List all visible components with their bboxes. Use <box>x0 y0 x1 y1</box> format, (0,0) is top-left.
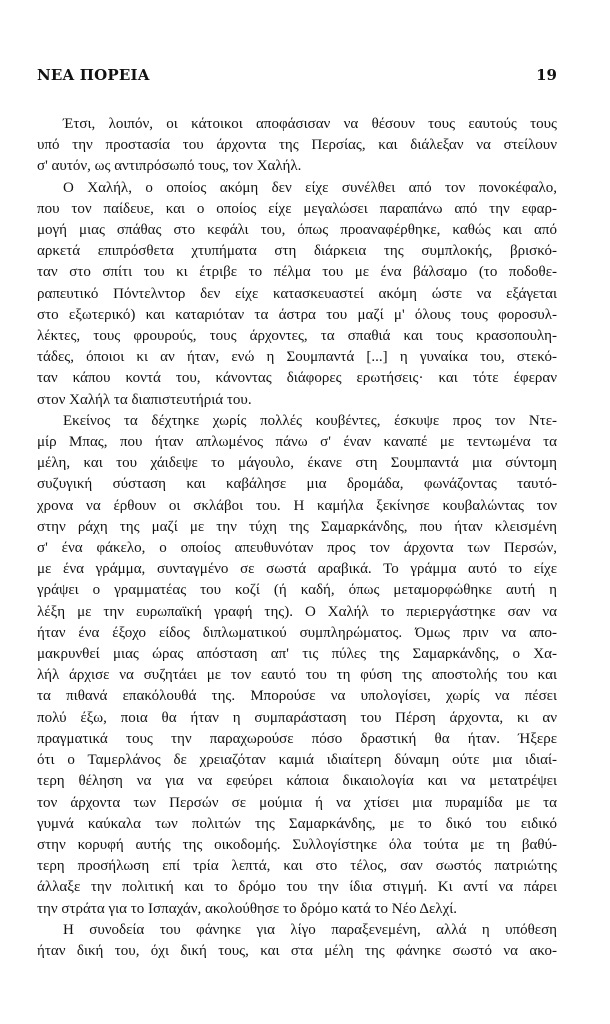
text-line: πολύ έξω, ποια θα ήταν η συμπαράσταση του Πέρση άρχοντα, κι αν <box>37 709 557 726</box>
text-line: πραγματικά τους την παραχωρούσε πόσο δραστική θα ήταν. Ήξερε <box>37 730 557 747</box>
running-head: ΝΕΑ ΠΟΡΕΙΑ <box>37 66 150 84</box>
page-number: 19 <box>536 66 557 84</box>
text-line: στην κορυφή αυτής της οικοδομής. Συλλογίστηκε όλα τούτα με τη βαθύ- <box>37 836 557 853</box>
text-line: αρκετά επιπρόσθετα χτυπήματα στη διάρκεια της συμπλοκής, βρισκό- <box>37 243 557 260</box>
text-line: που τον παίδευε, και ο οποίος είχε μεγαλώσει παραπάνω από την εφαρ- <box>37 200 557 217</box>
text-line: μίρ Μπας, που ήταν απλωμένος πάνω σ' έναν καναπέ με τεντωμένα τα <box>37 434 557 451</box>
text-line: ήταν δική του, όχι δική τους, και στα μέλη της φάνηκε σωστό να ακο- <box>37 942 557 959</box>
page-header <box>37 66 557 88</box>
text-line: υπό την προστασία του άρχοντα της Περσίας, και διάλεξαν να στείλουν <box>37 137 557 154</box>
text-line: τα πιθανά επακόλουθά της. Μπορούσε να υπολογίσει, χωρίς να πέσει <box>37 688 557 705</box>
text-line: λήλ άρχισε να συζητάει με τον εαυτό του τη φύση της αποστολής του και <box>37 667 557 684</box>
text-line: σ' ένα φάκελο, ο οποίος απευθυνόταν προς τον άρχοντα των Περσών, <box>37 540 557 557</box>
body-text <box>37 114 557 962</box>
text-line: σ' αυτόν, ως αντιπρόσωπό τους, τον Χαλήλ. <box>37 158 302 175</box>
text-line: Εκείνος τα δέχτηκε χωρίς πολλές κουβέντες, έσκυψε προς τον Ντε- <box>63 412 557 429</box>
text-line: τάδες, όποιοι κι αν ήταν, ενώ η Σουμπαντά [...] η γυναίκα του, στεκό- <box>37 349 557 366</box>
text-line: μακρυνθεί μιας ώρας απόσταση απ' τις πύλες της Σαμαρκάνδης, ο Χα- <box>37 646 557 663</box>
text-line: λέξη με την ευρωπαϊκή γραφή της). Ο Χαλήλ το περιεργάστηκε σαν να <box>37 603 557 620</box>
text-line: μογή μιας σπάθας στο κεφάλι του, όπως προαναφέρθηκε, καθώς και από <box>37 222 557 239</box>
text-line: τον άρχοντα των Περσών σε μούμια ή να χτίσει μια πυραμίδα με τα <box>37 794 557 811</box>
text-line: ταν κάπου κοντά του, κάνοντας διάφορες ερωτήσεις· και τότε έφεραν <box>37 370 557 387</box>
text-line: μέλη, και του χάιδεψε το μάγουλο, έκανε στη Σουμπαντά μια σύντομη <box>37 455 557 472</box>
text-line: Ο Χαλήλ, ο οποίος ακόμη δεν είχε συνέλθει από τον πονοκέφαλο, <box>63 179 557 196</box>
text-line: χρονα να έρθουν οι σκλάβοι του. Η καμήλα ξεκίνησε κουβαλώντας τον <box>37 497 557 514</box>
text-line: τερη θέληση να για να εφεύρει κάποια δικαιολογία και να μετατρέψει <box>37 773 557 790</box>
paragraph <box>37 920 557 962</box>
book-page <box>37 66 557 962</box>
paragraph <box>37 178 557 411</box>
paragraph <box>37 411 557 920</box>
text-line: λέκτες, τους φρουρούς, τους άρχοντες, τα σπαθιά και τους κρασοπουλη- <box>37 328 557 345</box>
text-line: Έτσι, λοιπόν, οι κάτοικοι αποφάσισαν να θέσουν τους εαυτούς τους <box>63 116 557 132</box>
text-line: άλλαξε την πολιτική και το δρόμο του την ίδια στιγμή. Κι αντί να πάρει <box>37 879 557 896</box>
text-line: στην ράχη της μαζί με την τύχη της Σαμαρκάνδης, που ήταν κλεισμένη <box>37 518 557 535</box>
text-line: ραπευτικό Πόντελντορ δεν είχε κατασκευαστεί ακόμη ώστε να εξάγεται <box>37 285 557 302</box>
text-line: στον Χαλήλ τα διαπιστευτήριά του. <box>37 391 252 408</box>
text-line: με ένα γράμμα, συνταγμένο σε σωστά αραβικά. Το γράμμα αυτό το είχε <box>37 561 557 578</box>
text-line: την στράτα για το Ισπαχάν, ακολούθησε το δρόμο κατά το Νέο Δελχί. <box>37 900 458 917</box>
text-line: στο εξωτερικό) και καταριόταν τα άστρα του μαζί μ' όλους τους φοροσυλ- <box>37 306 557 323</box>
text-line: ότι ο Ταμερλάνος δε χρειαζόταν καμιά ιδιαίτερη δύναμη ούτε μια ιδιαί- <box>37 752 557 769</box>
text-line: τερη προσήλωση επί τρία λεπτά, και στο τέλος, σαν σωστός πατριώτης <box>37 858 557 875</box>
text-line: γυμνά καύκαλα των πολιτών της Σαμαρκάνδης, με το δικό του ειδικό <box>37 815 557 832</box>
text-line: ήταν ένα έξοχο είδος διπλωματικού συμπληρώματος. Όμως πριν να απο- <box>37 624 557 641</box>
text-line: συζυγική σύσταση και καβάλησε μια δρομάδα, φωνάζοντας ταυτό- <box>37 476 557 493</box>
text-line: γράψει ο γραμματέας του κοζί (ή καδή, όπως μεταμορφώθηκε αυτή η <box>37 582 557 599</box>
text-line: ταν στο σπίτι του κι έτριβε το πέλμα του με ένα βάλσαμο (το ποδοθε- <box>37 264 557 281</box>
paragraph <box>37 114 557 178</box>
text-line: Η συνοδεία του φάνηκε για λίγο παραξενεμένη, αλλά η υπόθεση <box>63 921 557 938</box>
